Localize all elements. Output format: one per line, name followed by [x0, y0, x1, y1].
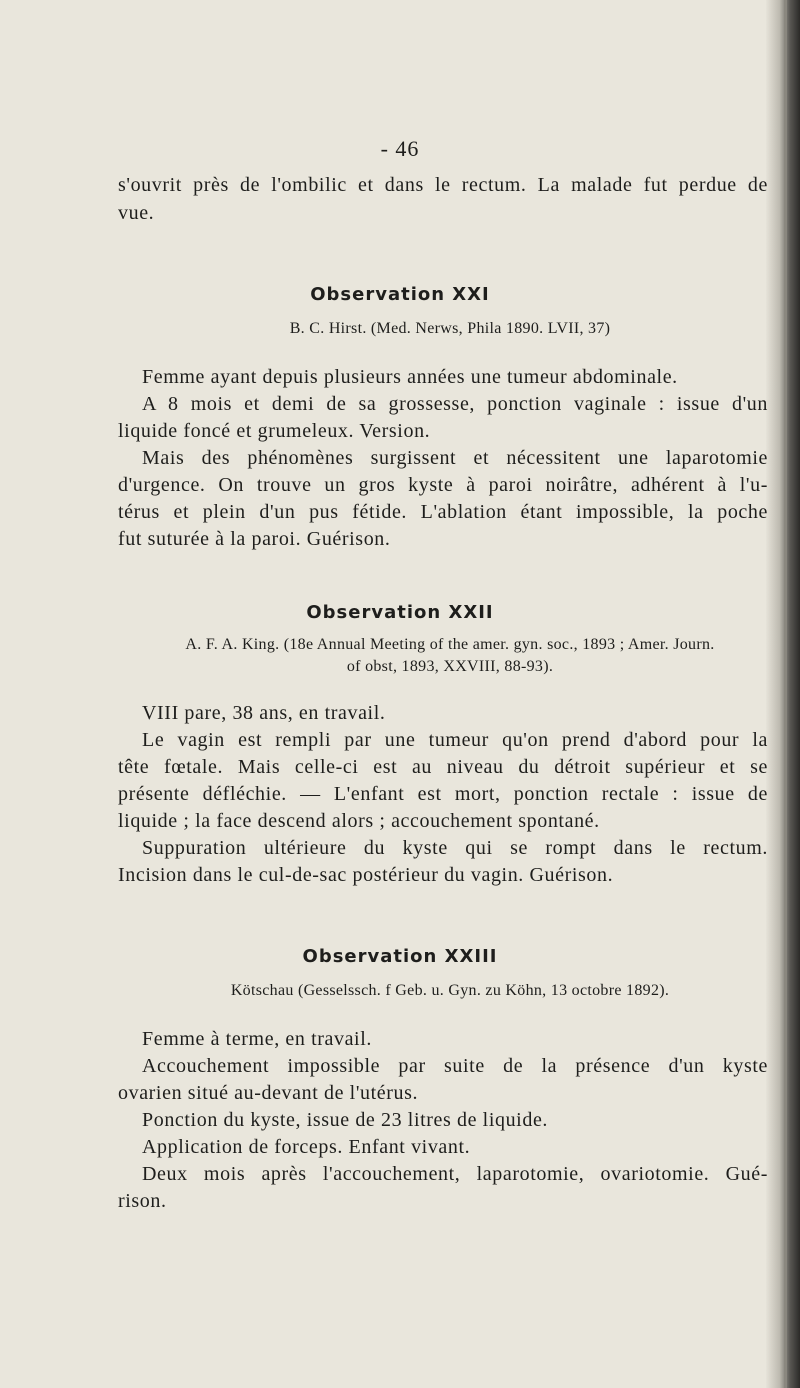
observation-line: liquide ; la face descend alors ; accouchement spontané.: [118, 810, 600, 832]
observation-line: Deux mois après l'accouchement, laparotomie, ovariotomie. Gué-: [142, 1163, 768, 1185]
page-number: - 46: [380, 136, 420, 161]
observation-line: Application de forceps. Enfant vivant.: [142, 1136, 471, 1158]
observation-line: A 8 mois et demi de sa grossesse, ponction vaginale : issue d'un: [142, 393, 768, 415]
observation-title: Observation XXIII: [302, 946, 498, 967]
observation-reference: of obst, 1893, XXVIII, 88-93).: [346, 658, 554, 675]
observation-line: Mais des phénomènes surgissent et nécessitent une laparotomie: [142, 447, 768, 469]
observation-reference: A. F. A. King. (18e Annual Meeting of the amer. gyn. soc., 1893 ; Amer. Journ.: [185, 636, 715, 653]
intro-line: vue.: [118, 202, 155, 224]
observation-line: tête fœtale. Mais celle-ci est au niveau du détroit supérieur et se: [118, 756, 768, 778]
observation-title: Observation XXII: [306, 602, 494, 623]
observation-line: liquide foncé et grumeleux. Version.: [118, 420, 431, 442]
observation-line: Accouchement impossible par suite de la présence d'un kyste: [142, 1055, 768, 1077]
observation-line: VIII pare, 38 ans, en travail.: [142, 702, 386, 724]
observation-line: d'urgence. On trouve un gros kyste à paroi noirâtre, adhérent à l'u-: [118, 474, 768, 496]
observation-line: rison.: [118, 1190, 167, 1212]
observation-line: Incision dans le cul-de-sac postérieur du vagin. Guérison.: [118, 864, 614, 886]
page-binding-edge: [766, 0, 800, 1388]
observation-line: térus et plein d'un pus fétide. L'ablation étant impossible, la poche: [118, 501, 768, 523]
observation-line: fut suturée à la paroi. Guérison.: [118, 528, 391, 550]
observation-title: Observation XXI: [310, 284, 490, 305]
observation-line: Le vagin est rempli par une tumeur qu'on prend d'abord pour la: [142, 729, 768, 751]
observation-line: présente défléchie. — L'enfant est mort, ponction rectale : issue de: [118, 783, 768, 805]
observation-reference: B. C. Hirst. (Med. Nerws, Phila 1890. LVII, 37): [289, 320, 611, 337]
observation-line: Femme à terme, en travail.: [142, 1028, 372, 1050]
intro-line: s'ouvrit près de l'ombilic et dans le rectum. La malade fut perdue de: [118, 174, 768, 196]
observation-line: Suppuration ultérieure du kyste qui se rompt dans le rectum.: [142, 837, 768, 859]
observation-line: Femme ayant depuis plusieurs années une tumeur abdominale.: [142, 366, 678, 388]
observation-line: ovarien situé au-devant de l'utérus.: [118, 1082, 419, 1104]
observation-line: Ponction du kyste, issue de 23 litres de liquide.: [142, 1109, 549, 1131]
observation-reference: Kötschau (Gesselssch. f Geb. u. Gyn. zu Köhn, 13 octobre 1892).: [230, 982, 670, 999]
